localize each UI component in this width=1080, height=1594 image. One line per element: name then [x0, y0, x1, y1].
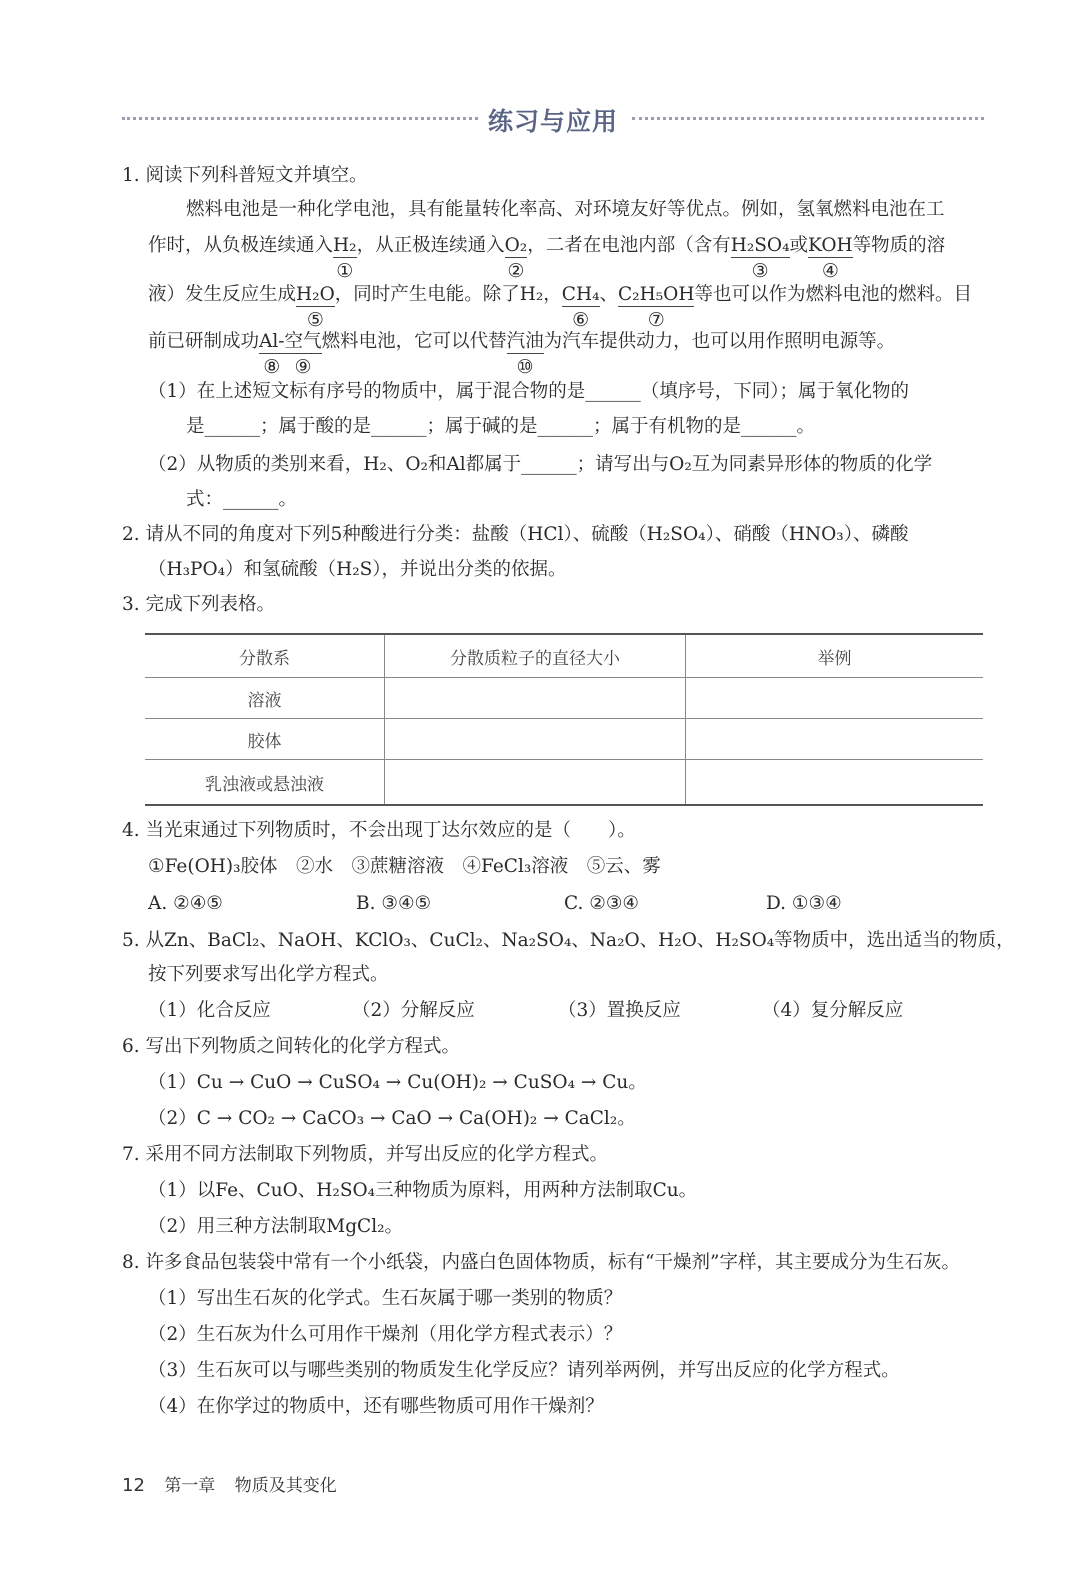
segment-text: Al- — [259, 331, 285, 352]
segment-text: ，从正极连续通入 — [356, 235, 505, 256]
segment-text: 、 — [599, 284, 619, 305]
q6-part: （1）Cu → CuO → CuSO₄ → Cu(OH)₂ → CuSO₄ → Cu。 — [148, 1072, 647, 1093]
q5-part: （2）分解反应 — [352, 1000, 475, 1021]
table-header-cell: 分散系 — [145, 634, 385, 678]
paragraph-text — [148, 234, 333, 258]
marked-substance — [259, 331, 285, 378]
circled-number-label: ⑨ — [294, 356, 312, 378]
q7-part: （2）用三种方法制取MgCl₂。 — [148, 1216, 404, 1237]
marked-substance — [333, 235, 357, 282]
section-title: 练习与应用 — [488, 107, 619, 136]
table-row — [145, 719, 983, 760]
q6-part: （2）C → CO₂ → CaCO₃ → CaO → Ca(OH)₂ → CaCl₂。 — [148, 1108, 636, 1129]
page-number: 12 — [122, 1475, 145, 1496]
paragraph-text — [357, 234, 505, 258]
q1-sub2-line2: 式：______。 — [186, 489, 298, 510]
paragraph-text — [335, 283, 562, 307]
q7-part: （1）以Fe、CuO、H₂SO₄三种物质为原料，用两种方法制取Cu。 — [148, 1180, 698, 1201]
marked-substance — [506, 331, 544, 378]
header-dots-right — [632, 117, 984, 120]
circled-number-label: ② — [507, 260, 525, 282]
segment-text: 等物质的溶 — [852, 235, 946, 256]
q5-part: （3）置换反应 — [558, 1000, 681, 1021]
marked-substance — [284, 331, 322, 378]
q4-option-d: D. ①③④ — [766, 893, 842, 914]
table-cell-blank — [385, 719, 686, 760]
circled-number-label: ⑥ — [572, 309, 590, 331]
q5-part: （1）化合反应 — [148, 1000, 271, 1021]
q8-part: （2）生石灰为什么可用作干燥剂（用化学方程式表示）？ — [148, 1324, 623, 1345]
q4-option-c: C. ②③④ — [564, 893, 640, 914]
table-row — [145, 678, 983, 719]
paragraph-text — [544, 330, 896, 354]
table-cell-blank — [686, 678, 984, 719]
segment-text: 或 — [789, 235, 809, 256]
q2-line1: 2. 请从不同的角度对下列5种酸进行分类：盐酸（HCl）、硫酸（H₂SO₄）、硝酸（HNO₃）、磷酸 — [122, 524, 909, 545]
circled-number-label: ⑧ — [263, 356, 281, 378]
table-cell: 溶液 — [145, 678, 385, 719]
table-cell-blank — [686, 719, 984, 760]
circled-number-label: ⑤ — [306, 309, 324, 331]
segment-text: 空气 — [284, 331, 322, 352]
paragraph-text — [186, 198, 945, 222]
segment-text: H₂O — [296, 284, 335, 305]
segment-text: 汽油 — [506, 331, 544, 352]
q2-line2: （H₃PO₄）和氢硫酸（H₂S），并说出分类的依据。 — [148, 559, 567, 580]
marked-substance — [296, 284, 335, 331]
q5-line2: 按下列要求写出化学方程式。 — [148, 964, 389, 985]
q1-sub2-line1: （2）从物质的类别来看，H₂、O₂和Al都属于______；请写出与O₂互为同素异形体的物质的化学 — [148, 454, 933, 475]
segment-text: 前已研制成功 — [148, 331, 260, 352]
q1-paragraph-line — [186, 198, 945, 222]
circled-number-label: ⑩ — [516, 356, 534, 378]
q4-option-a: A. ②④⑤ — [148, 893, 223, 914]
q6-stem: 6. 写出下列物质之间转化的化学方程式。 — [122, 1036, 461, 1057]
paragraph-text — [790, 234, 809, 258]
marked-substance — [504, 235, 528, 282]
marked-substance — [618, 284, 695, 331]
q1-paragraph-line — [148, 234, 946, 282]
q4-items: ①Fe(OH)₃胶体 ②水 ③蔗糖溶液 ④FeCl₃溶液 ⑤云、雾 — [148, 856, 661, 877]
circled-number-label: ④ — [821, 260, 839, 282]
q7-stem: 7. 采用不同方法制取下列物质，并写出反应的化学方程式。 — [122, 1144, 609, 1165]
q1-sub1-line1: （1）在上述短文标有序号的物质中，属于混合物的是______（填序号，下同）；属于氧化物的 — [148, 381, 910, 402]
marked-substance — [808, 235, 853, 282]
segment-text: H₂ — [333, 235, 357, 256]
q1-sub1-line2: 是______；属于酸的是______；属于碱的是______；属于有机物的是______。 — [186, 416, 816, 437]
q8-stem: 8. 许多食品包装袋中常有一个小纸袋，内盛白色固体物质，标有“干燥剂”字样，其主要成分为生石灰。 — [122, 1252, 960, 1273]
table-header-cell: 分散质粒子的直径大小 — [385, 634, 686, 678]
segment-text: 液）发生反应生成 — [148, 284, 297, 305]
q8-part: （3）生石灰可以与哪些类别的物质发生化学反应？请列举两例，并写出反应的化学方程式。 — [148, 1360, 900, 1381]
q5-part: （4）复分解反应 — [762, 1000, 904, 1021]
table-row — [145, 760, 983, 806]
q1-stem: 1. 阅读下列科普短文并填空。 — [122, 165, 368, 186]
page-footer — [122, 1471, 351, 1496]
segment-text: 作时，从负极连续通入 — [148, 235, 334, 256]
segment-text: KOH — [808, 235, 853, 256]
paragraph-text — [148, 330, 259, 354]
q4-stem: 4. 当光束通过下列物质时，不会出现丁达尔效应的是（ ）。 — [122, 820, 636, 841]
segment-text: H₂SO₄ — [730, 235, 790, 256]
table-cell: 乳浊液或悬浊液 — [145, 760, 385, 806]
q1-paragraph-line — [148, 330, 896, 378]
table-cell-blank — [385, 678, 686, 719]
segment-text: O₂ — [504, 235, 528, 256]
segment-text: 燃料电池是一种化学电池，具有能量转化率高、对环境友好等优点。例如，氢氧燃料电池在工 — [186, 199, 945, 220]
segment-text: ，同时产生电能。除了H₂， — [334, 284, 562, 305]
circled-number-label: ① — [336, 260, 354, 282]
segment-text: 为汽车提供动力，也可以用作照明电源等。 — [543, 331, 896, 352]
segment-text: CH₄ — [561, 284, 600, 305]
paragraph-text — [694, 283, 972, 307]
chapter-title: 物质及其变化 — [234, 1476, 337, 1496]
segment-text: 燃料电池，它可以代替 — [321, 331, 507, 352]
q5-line1: 5. 从Zn、BaCl₂、NaOH、KClO₃、CuCl₂、Na₂SO₄、Na₂O、H₂O、H₂SO₄等物质中，选出适当的物质， — [122, 930, 1015, 951]
paragraph-text — [322, 330, 507, 354]
q8-part: （4）在你学过的物质中，还有哪些物质可用作干燥剂？ — [148, 1396, 604, 1417]
dispersion-table — [145, 633, 983, 806]
table-header-row — [145, 634, 983, 678]
table-header-cell: 举例 — [686, 634, 984, 678]
table-cell-blank — [385, 760, 686, 806]
segment-text: C₂H₅OH — [618, 284, 695, 305]
segment-text: 等也可以作为燃料电池的燃料。目 — [694, 284, 972, 305]
paragraph-text — [148, 283, 296, 307]
chapter-label: 第一章 — [164, 1476, 216, 1496]
paragraph-text — [527, 234, 731, 258]
paragraph-text — [853, 234, 946, 258]
marked-substance — [561, 284, 600, 331]
q3-stem: 3. 完成下列表格。 — [122, 594, 276, 615]
q4-option-b: B. ③④⑤ — [356, 893, 432, 914]
circled-number-label: ③ — [751, 260, 769, 282]
circled-number-label: ⑦ — [647, 309, 665, 331]
header-dots-left — [122, 117, 478, 120]
marked-substance — [730, 235, 790, 282]
table-cell-blank — [686, 760, 984, 806]
paragraph-text — [600, 283, 619, 307]
q8-part: （1）写出生石灰的化学式。生石灰属于哪一类别的物质？ — [148, 1288, 623, 1309]
segment-text: ，二者在电池内部（含有 — [527, 235, 731, 256]
q1-paragraph-line — [148, 283, 972, 331]
table-cell: 胶体 — [145, 719, 385, 760]
